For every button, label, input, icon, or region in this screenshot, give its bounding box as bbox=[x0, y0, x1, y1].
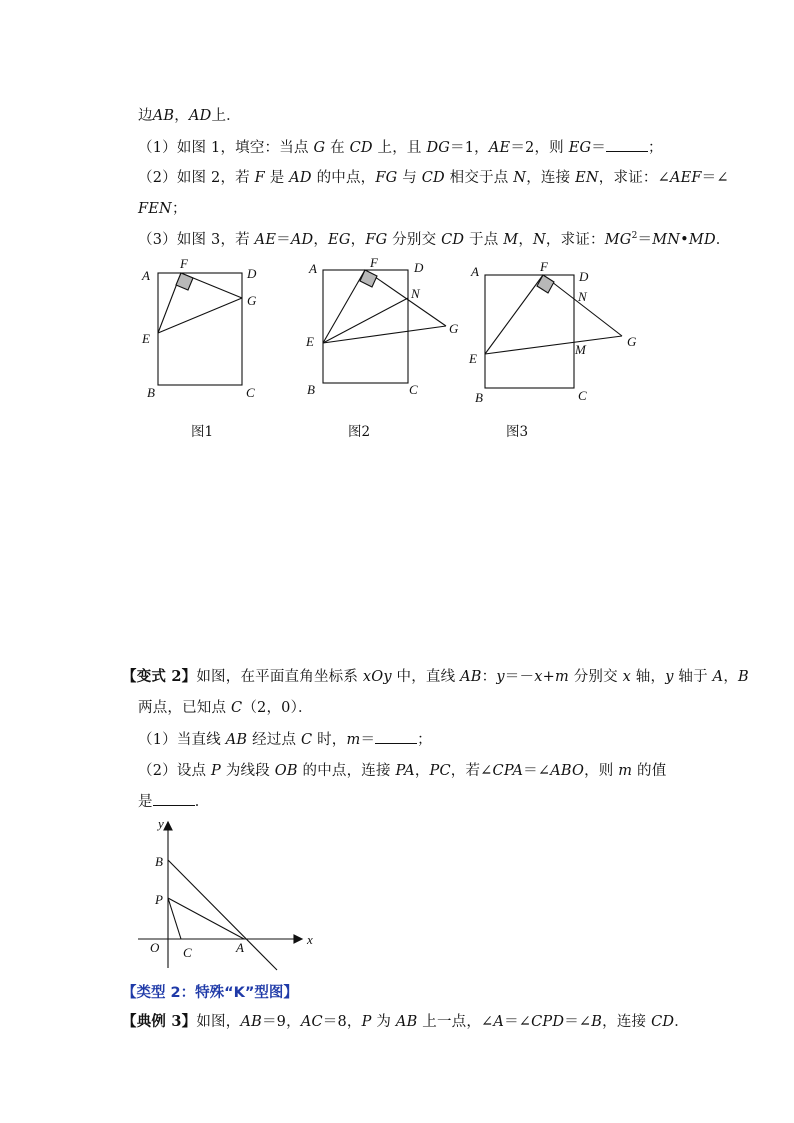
text-run: ，若∠ bbox=[450, 763, 493, 779]
math-variable: EG bbox=[568, 140, 592, 156]
text-run: + bbox=[542, 669, 555, 685]
math-variable: CD bbox=[651, 1014, 675, 1030]
text-run: ，求证： bbox=[545, 232, 605, 248]
text-run: ＝8， bbox=[322, 1014, 362, 1030]
text-run: 的中点，连接 bbox=[297, 763, 396, 779]
text-run: 经过点 bbox=[247, 732, 301, 748]
math-variable: N bbox=[533, 232, 546, 248]
text-run: 轴， bbox=[631, 669, 666, 685]
fig3-label-D: D bbox=[579, 269, 589, 284]
text-run: ，连接 bbox=[526, 170, 576, 186]
fig2-label-D: D bbox=[414, 260, 424, 275]
text-run: ＝ bbox=[276, 232, 291, 248]
math-variable: DG bbox=[426, 140, 451, 156]
variant2-line1 bbox=[122, 665, 749, 686]
math-variable: CD bbox=[421, 170, 445, 186]
fig2-caption: 图2 bbox=[348, 424, 371, 440]
x-axis-arrow bbox=[294, 935, 302, 943]
math-variable: m bbox=[618, 763, 633, 779]
text-run: ， bbox=[723, 669, 739, 685]
y-axis-arrow bbox=[164, 822, 172, 830]
math-variable: P bbox=[361, 1014, 372, 1030]
text-run: 2 bbox=[631, 231, 638, 242]
text-run: （1）当直线 bbox=[138, 732, 226, 748]
fig2-segment-EG bbox=[323, 326, 446, 343]
text-run: ，连接 bbox=[602, 1014, 652, 1030]
math-variable: AB bbox=[395, 1014, 418, 1030]
math-variable: y bbox=[665, 669, 674, 685]
fig3-label-C: C bbox=[578, 388, 587, 403]
text-run: 为线段 bbox=[221, 763, 275, 779]
math-variable: AC bbox=[300, 1014, 323, 1030]
math-variable: EG bbox=[328, 232, 351, 248]
fig1-label-A: A bbox=[142, 268, 150, 283]
coord-label-A: A bbox=[236, 940, 244, 955]
fig1-rectangle bbox=[158, 273, 242, 385]
math-variable: AD bbox=[188, 108, 212, 124]
text-run: 中，直线 bbox=[391, 669, 461, 685]
math-variable: MN bbox=[652, 232, 681, 248]
math-variable: FG bbox=[365, 232, 388, 248]
text-run: 如图， bbox=[196, 1014, 241, 1030]
text-run: （1）如图 1，填空：当点 bbox=[138, 140, 314, 156]
math-variable: AB bbox=[152, 108, 175, 124]
text-run: 如图，在平面直角坐标系 bbox=[196, 669, 363, 685]
fig2-label-N: N bbox=[411, 286, 420, 301]
fig1-label-E: E bbox=[142, 331, 150, 346]
variant2-q2 bbox=[138, 759, 666, 780]
text-run: 的中点， bbox=[311, 170, 376, 186]
fig2-right-angle-mark bbox=[360, 270, 377, 287]
math-variable: F bbox=[254, 170, 265, 186]
fig2-label-A: A bbox=[309, 261, 317, 276]
text-run: 上，且 bbox=[372, 140, 427, 156]
text-run: 是 bbox=[138, 794, 153, 810]
fig1-segment-EG bbox=[158, 298, 242, 333]
fig2-label-G: G bbox=[449, 321, 459, 336]
text-run: ＝∠ bbox=[564, 1014, 592, 1030]
math-variable: CD bbox=[349, 140, 373, 156]
fig3-segment-EG bbox=[485, 336, 622, 354]
text-run: ＝－ bbox=[504, 669, 535, 685]
math-variable: AB bbox=[460, 669, 482, 685]
text-run: 两点，已知点 bbox=[138, 700, 232, 716]
fig2-label-F: F bbox=[370, 255, 378, 270]
text-run: 是 bbox=[264, 170, 290, 186]
math-variable: MD bbox=[688, 232, 716, 248]
math-variable: m bbox=[346, 732, 361, 748]
text-run: 时， bbox=[312, 732, 347, 748]
fig2-label-C: C bbox=[409, 382, 418, 397]
answer-blank[interactable] bbox=[375, 730, 417, 744]
text-run: 分别交 bbox=[387, 232, 442, 248]
math-variable: PC bbox=[429, 763, 451, 779]
fig2-label-B: B bbox=[307, 382, 315, 397]
fig1-label-B: B bbox=[147, 385, 155, 400]
text-run: ． bbox=[674, 1014, 689, 1030]
math-variable: M bbox=[503, 232, 519, 248]
math-variable: N bbox=[513, 170, 527, 186]
text-run: ． bbox=[194, 794, 210, 810]
text-run: （3）如图 3，若 bbox=[138, 232, 255, 248]
fig3-label-E: E bbox=[469, 351, 477, 366]
coord-label-P: P bbox=[155, 892, 163, 907]
text-run: 轴于 bbox=[673, 669, 713, 685]
answer-blank[interactable] bbox=[153, 792, 195, 806]
math-variable: AE bbox=[488, 140, 511, 156]
fig3-right-angle-mark bbox=[537, 275, 554, 293]
fig1-label-G: G bbox=[247, 293, 257, 308]
math-variable: C bbox=[300, 732, 313, 748]
math-variable: x bbox=[622, 669, 631, 685]
figure-shape bbox=[323, 270, 446, 383]
fig3-label-M: M bbox=[575, 342, 586, 357]
fig3-label-G: G bbox=[627, 334, 637, 349]
text-run: ，求证：∠ bbox=[598, 170, 670, 186]
text-run: 【典例 3】 bbox=[122, 1013, 197, 1030]
text-run: 的值 bbox=[632, 763, 667, 779]
text-run: 为 bbox=[371, 1014, 396, 1030]
fig3-label-F: F bbox=[540, 259, 548, 274]
text-run: 上一点，∠ bbox=[417, 1014, 494, 1030]
variant2-q1 bbox=[138, 728, 432, 749]
math-variable: CPA bbox=[492, 763, 524, 779]
text-run: ＝ bbox=[637, 232, 653, 248]
text-run: ＝∠ bbox=[523, 763, 551, 779]
coord-label-B: B bbox=[155, 854, 163, 869]
fig3-segment-FE bbox=[485, 275, 543, 354]
text-run: • bbox=[680, 232, 689, 248]
math-variable: P bbox=[211, 763, 222, 779]
text-run: ； bbox=[417, 732, 432, 748]
type2-heading: 【类型 2：特殊“K”型图】 bbox=[122, 985, 298, 1001]
text-run: 边 bbox=[138, 108, 153, 124]
text-run: ，则 bbox=[584, 763, 619, 779]
text-run: ＝9， bbox=[261, 1014, 301, 1030]
text-run: ， bbox=[350, 232, 366, 248]
text-run: 与 bbox=[397, 170, 422, 186]
math-variable: FG bbox=[375, 170, 398, 186]
math-variable: A bbox=[712, 669, 724, 685]
text-run: （2）设点 bbox=[138, 763, 212, 779]
text-run: ＝ bbox=[360, 732, 376, 748]
text-run: ＝1， bbox=[450, 140, 489, 156]
text-run: ， bbox=[313, 232, 329, 248]
math-variable: x bbox=[534, 669, 543, 685]
text-run: 在 bbox=[325, 140, 350, 156]
figure-shape bbox=[158, 273, 242, 385]
math-variable: m bbox=[554, 669, 569, 685]
coord-label-O: O bbox=[150, 940, 160, 955]
coord-label-x: x bbox=[307, 932, 313, 947]
text-run: ； bbox=[647, 140, 663, 156]
text-run: （2，0）． bbox=[242, 700, 313, 716]
fig2-rectangle bbox=[323, 270, 408, 383]
text-run: ＝2，则 bbox=[510, 140, 569, 156]
variant2-line2 bbox=[138, 696, 313, 717]
math-variable: AE bbox=[254, 232, 277, 248]
text-run: 于点 bbox=[464, 232, 504, 248]
math-variable: xOy bbox=[362, 669, 392, 685]
fig3-rectangle bbox=[485, 275, 574, 388]
math-variable: ABO bbox=[550, 763, 585, 779]
math-variable: CD bbox=[441, 232, 465, 248]
text-run: ； bbox=[171, 201, 187, 217]
variant2-q2-cont bbox=[138, 790, 209, 811]
math-variable: AB bbox=[225, 732, 248, 748]
math-variable: PA bbox=[395, 763, 415, 779]
fig1-right-angle-mark bbox=[176, 273, 193, 290]
math-variable: CPD bbox=[531, 1014, 565, 1030]
math-variable: y bbox=[496, 669, 505, 685]
fig3-label-N: N bbox=[578, 289, 587, 304]
math-variable: AB bbox=[240, 1014, 262, 1030]
math-variable: B bbox=[591, 1014, 603, 1030]
math-variable: FEN bbox=[138, 201, 172, 217]
text-run: ， bbox=[414, 763, 430, 779]
fig1-label-D: D bbox=[247, 266, 257, 281]
math-variable: AD bbox=[290, 232, 314, 248]
text-run: 【变式 2】 bbox=[122, 668, 197, 685]
fig1-caption: 图1 bbox=[191, 424, 214, 440]
text-run: 相交于点 bbox=[444, 170, 514, 186]
fig3-label-B: B bbox=[475, 390, 483, 405]
math-variable: C bbox=[231, 700, 243, 716]
text-run: ＝∠ bbox=[701, 170, 729, 186]
math-variable: G bbox=[313, 140, 326, 156]
text-run: 分别交 bbox=[568, 669, 623, 685]
text-run: ： bbox=[481, 669, 497, 685]
fig2-label-E: E bbox=[306, 334, 314, 349]
figure-shape bbox=[485, 275, 622, 388]
coord-label-C: C bbox=[183, 945, 192, 960]
fig3-caption: 图3 bbox=[506, 424, 529, 440]
math-variable: OB bbox=[274, 763, 298, 779]
text-run: ＝ bbox=[591, 140, 606, 156]
text-run: ． bbox=[715, 232, 731, 248]
text-run: 上． bbox=[211, 108, 241, 124]
fig2-segment-FG bbox=[365, 270, 446, 326]
text-run: ＝∠ bbox=[504, 1014, 532, 1030]
math-variable: AEF bbox=[669, 170, 702, 186]
math-variable: EN bbox=[575, 170, 599, 186]
text-run: ， bbox=[174, 108, 189, 124]
math-variable: MG bbox=[604, 232, 632, 248]
example3-line bbox=[122, 1010, 689, 1031]
math-variable: AD bbox=[289, 170, 312, 186]
coord-label-y: y bbox=[158, 816, 164, 831]
math-variable: A bbox=[493, 1014, 505, 1030]
fig3-label-A: A bbox=[471, 264, 479, 279]
fig3-segment-FG bbox=[543, 275, 622, 336]
text-run: ， bbox=[518, 232, 534, 248]
fig1-label-C: C bbox=[246, 385, 255, 400]
math-variable: B bbox=[738, 669, 749, 685]
text-run: （2）如图 2，若 bbox=[138, 170, 255, 186]
fig1-label-F: F bbox=[180, 256, 188, 271]
